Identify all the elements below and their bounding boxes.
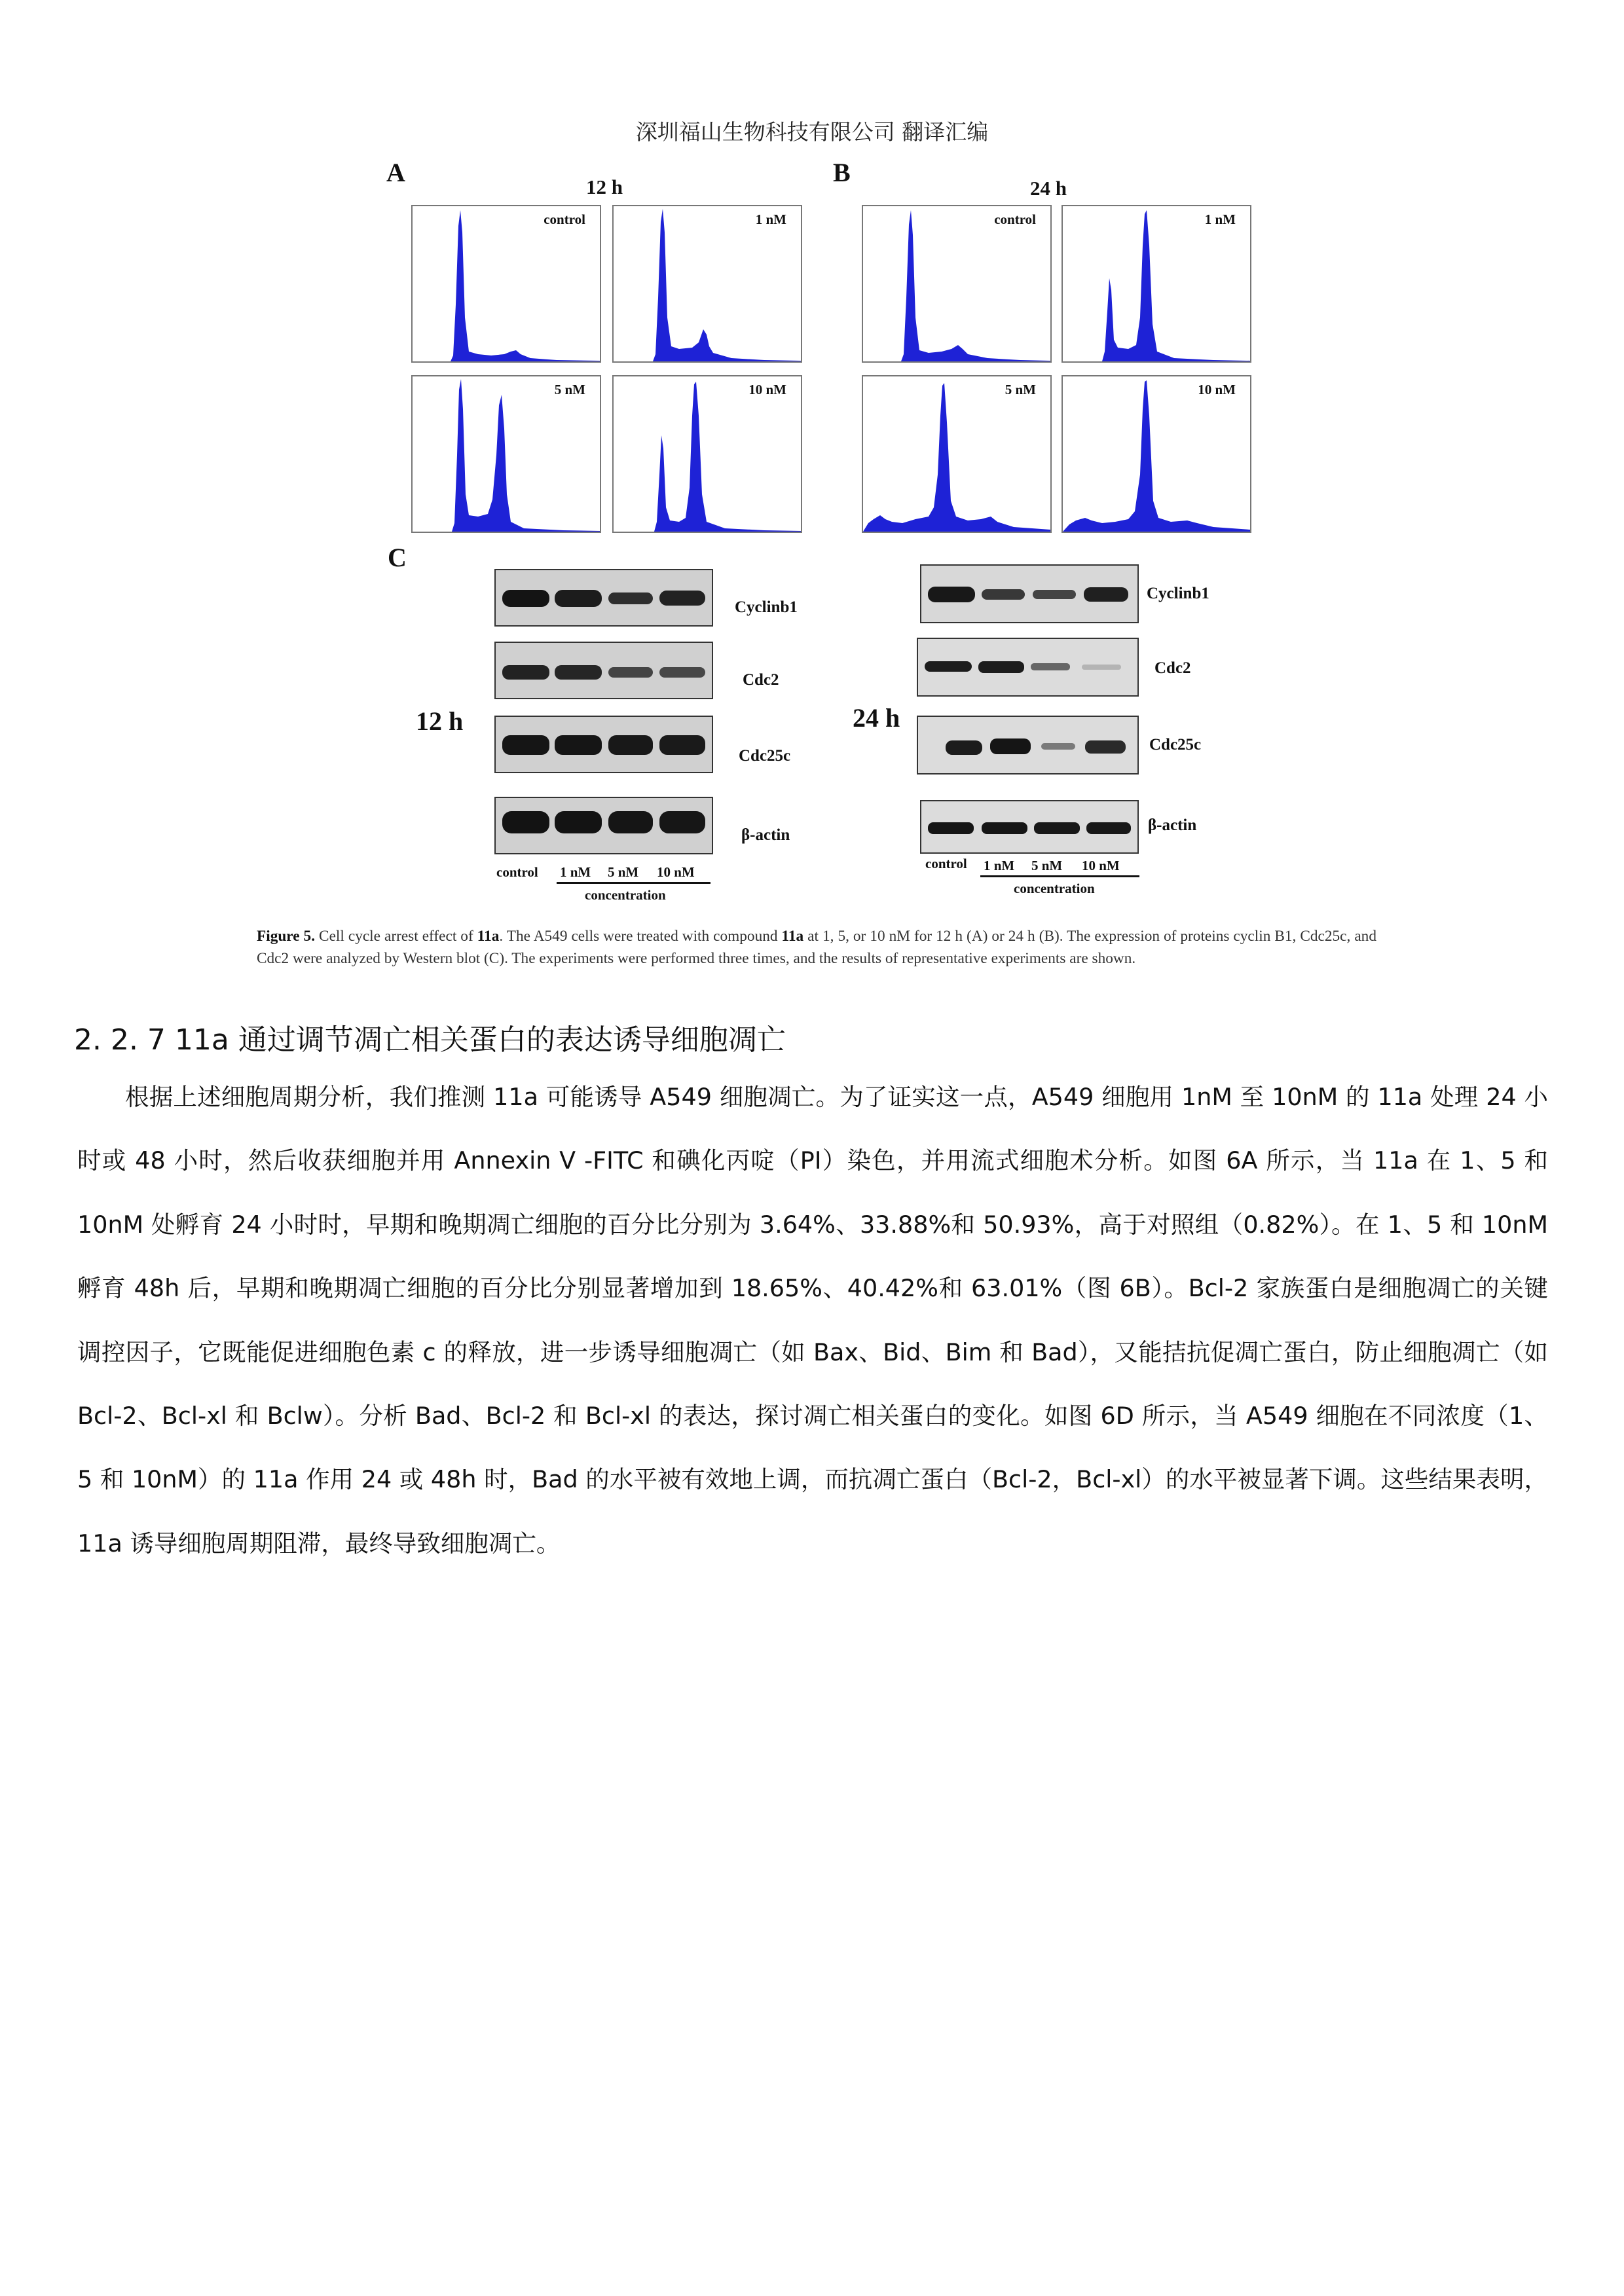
concentration-bar: [980, 875, 1139, 877]
panel-c-letter: C: [388, 543, 407, 572]
blot-24h-beta-actin: [920, 800, 1139, 854]
panel-b-time: 24 h: [1030, 177, 1067, 200]
protein-label: Cdc25c: [739, 747, 791, 765]
protein-label: Cdc2: [743, 671, 779, 689]
caption-label: Figure 5.: [257, 928, 316, 945]
hist-label: 1 nM: [1204, 211, 1236, 227]
caption-text: . The A549 cells were treated with compound: [499, 928, 782, 945]
lane-label: 1 nM: [560, 864, 591, 880]
blot-12h-cdc2: [494, 642, 713, 699]
page-header: 深圳福山生物科技有限公司 翻译汇编: [635, 119, 989, 145]
histogram-24h-1nm: [1061, 205, 1251, 363]
hist-label: control: [544, 211, 585, 227]
hist-label: control: [994, 211, 1036, 227]
lane-label: 5 nM: [1031, 858, 1063, 873]
protein-label: Cyclinb1: [735, 598, 798, 616]
hist-label: 5 nM: [1005, 382, 1036, 397]
concentration-bar: [557, 882, 710, 884]
histogram-12h-5nm: [411, 375, 601, 533]
blot-12h-cdc25c: [494, 716, 713, 773]
panel-a-letter: A: [386, 158, 405, 187]
caption-compound: 11a: [781, 928, 804, 945]
histogram-12h-10nm: [612, 375, 802, 533]
panel-b-letter: B: [833, 158, 851, 187]
figure-caption: [257, 925, 1376, 970]
protein-label: Cdc25c: [1149, 736, 1202, 754]
figure-5: [0, 0, 1624, 923]
protein-label: β-actin: [741, 826, 790, 844]
hist-label: 10 nM: [1198, 382, 1236, 397]
blot-12h-beta-actin: [494, 797, 713, 854]
lane-label: 1 nM: [984, 858, 1015, 873]
wb-24h-label: 24 h: [853, 703, 900, 733]
caption-text: at 1, 5, or 10 nM for 12 h (A) or 24 h (B). The expression of proteins cyclin B1, Cdc25c, and Cdc2 were analyzed by Western blot (C). The experiments were performed three times, and the results of representative experiments are shown.: [257, 928, 1376, 967]
body-paragraph: 根据上述细胞周期分析，我们推测 11a 可能诱导 A549 细胞凋亡。为了证实这一点，A549 细胞用 1nM 至 10nM 的 11a 处理 24 小时或 48 小时，然后收获细胞并用 Annexin V -FITC 和碘化丙啶（PI）染色，并用流式细胞术分析。如图 6A 所示，当 11a 在 1、5 和 10nM 处孵育 24 小时时，早期和晚期凋亡细胞的百分比分别为 3.64%、33.88%和 50.93%，高于对照组（0.82%）。在 1、5 和 10nM 孵育 48h 后，早期和晚期凋亡细胞的百分比分别显著增加到 18.65%、40.42%和 63.01%（图 6B）。Bcl-2 家族蛋白是细胞凋亡的关键调控因子，它既能促进细胞色素 c 的释放，进一步诱导细胞凋亡（如 Bax、Bid、Bim 和 Bad），又能拮抗促凋亡蛋白，防止细胞凋亡（如 Bcl-2、Bcl-xl 和 Bclw）。分析 Bad、Bcl-2 和 Bcl-xl 的表达，探讨凋亡相关蛋白的变化。如图 6D 所示，当 A549 细胞在不同浓度（1、5 和 10nM）的 11a 作用 24 或 48h 时，Bad 的水平被有效地上调，而抗凋亡蛋白（Bcl-2，Bcl-xl）的水平被显著下调。这些结果表明，11a 诱导细胞周期阻滞，最终导致细胞凋亡。: [77, 1083, 1548, 1558]
histogram-24h-5nm: [862, 375, 1052, 533]
histogram-24h-control: [862, 205, 1052, 363]
lane-label: 10 nM: [657, 864, 695, 880]
concentration-label: concentration: [1014, 881, 1095, 896]
histogram-12h-1nm: [612, 205, 802, 363]
protein-label: Cdc2: [1154, 659, 1191, 677]
lane-label: control: [496, 864, 538, 880]
histogram-24h-10nm: [1061, 375, 1251, 533]
blot-24h-cyclinb1: [920, 564, 1139, 623]
wb-12h-label: 12 h: [416, 706, 464, 736]
lane-label: control: [925, 856, 967, 871]
lane-label: 5 nM: [608, 864, 639, 880]
protein-label: β-actin: [1148, 816, 1197, 834]
hist-label: 1 nM: [755, 211, 786, 227]
section-heading: 2. 2. 7 11a 通过调节凋亡相关蛋白的表达诱导细胞凋亡: [74, 1023, 786, 1057]
hist-label: 5 nM: [554, 382, 585, 397]
hist-label: 10 nM: [748, 382, 786, 397]
concentration-label: concentration: [585, 887, 666, 903]
protein-label: Cyclinb1: [1147, 585, 1209, 602]
lane-label: 10 nM: [1082, 858, 1120, 873]
blot-12h-cyclinb1: [494, 569, 713, 627]
panel-a-time: 12 h: [586, 175, 623, 198]
blot-24h-cdc25c: [917, 716, 1139, 774]
histogram-12h-control: [411, 205, 601, 363]
caption-compound: 11a: [477, 928, 500, 945]
caption-text: Cell cycle arrest effect of: [315, 928, 477, 945]
blot-24h-cdc2: [917, 638, 1139, 697]
